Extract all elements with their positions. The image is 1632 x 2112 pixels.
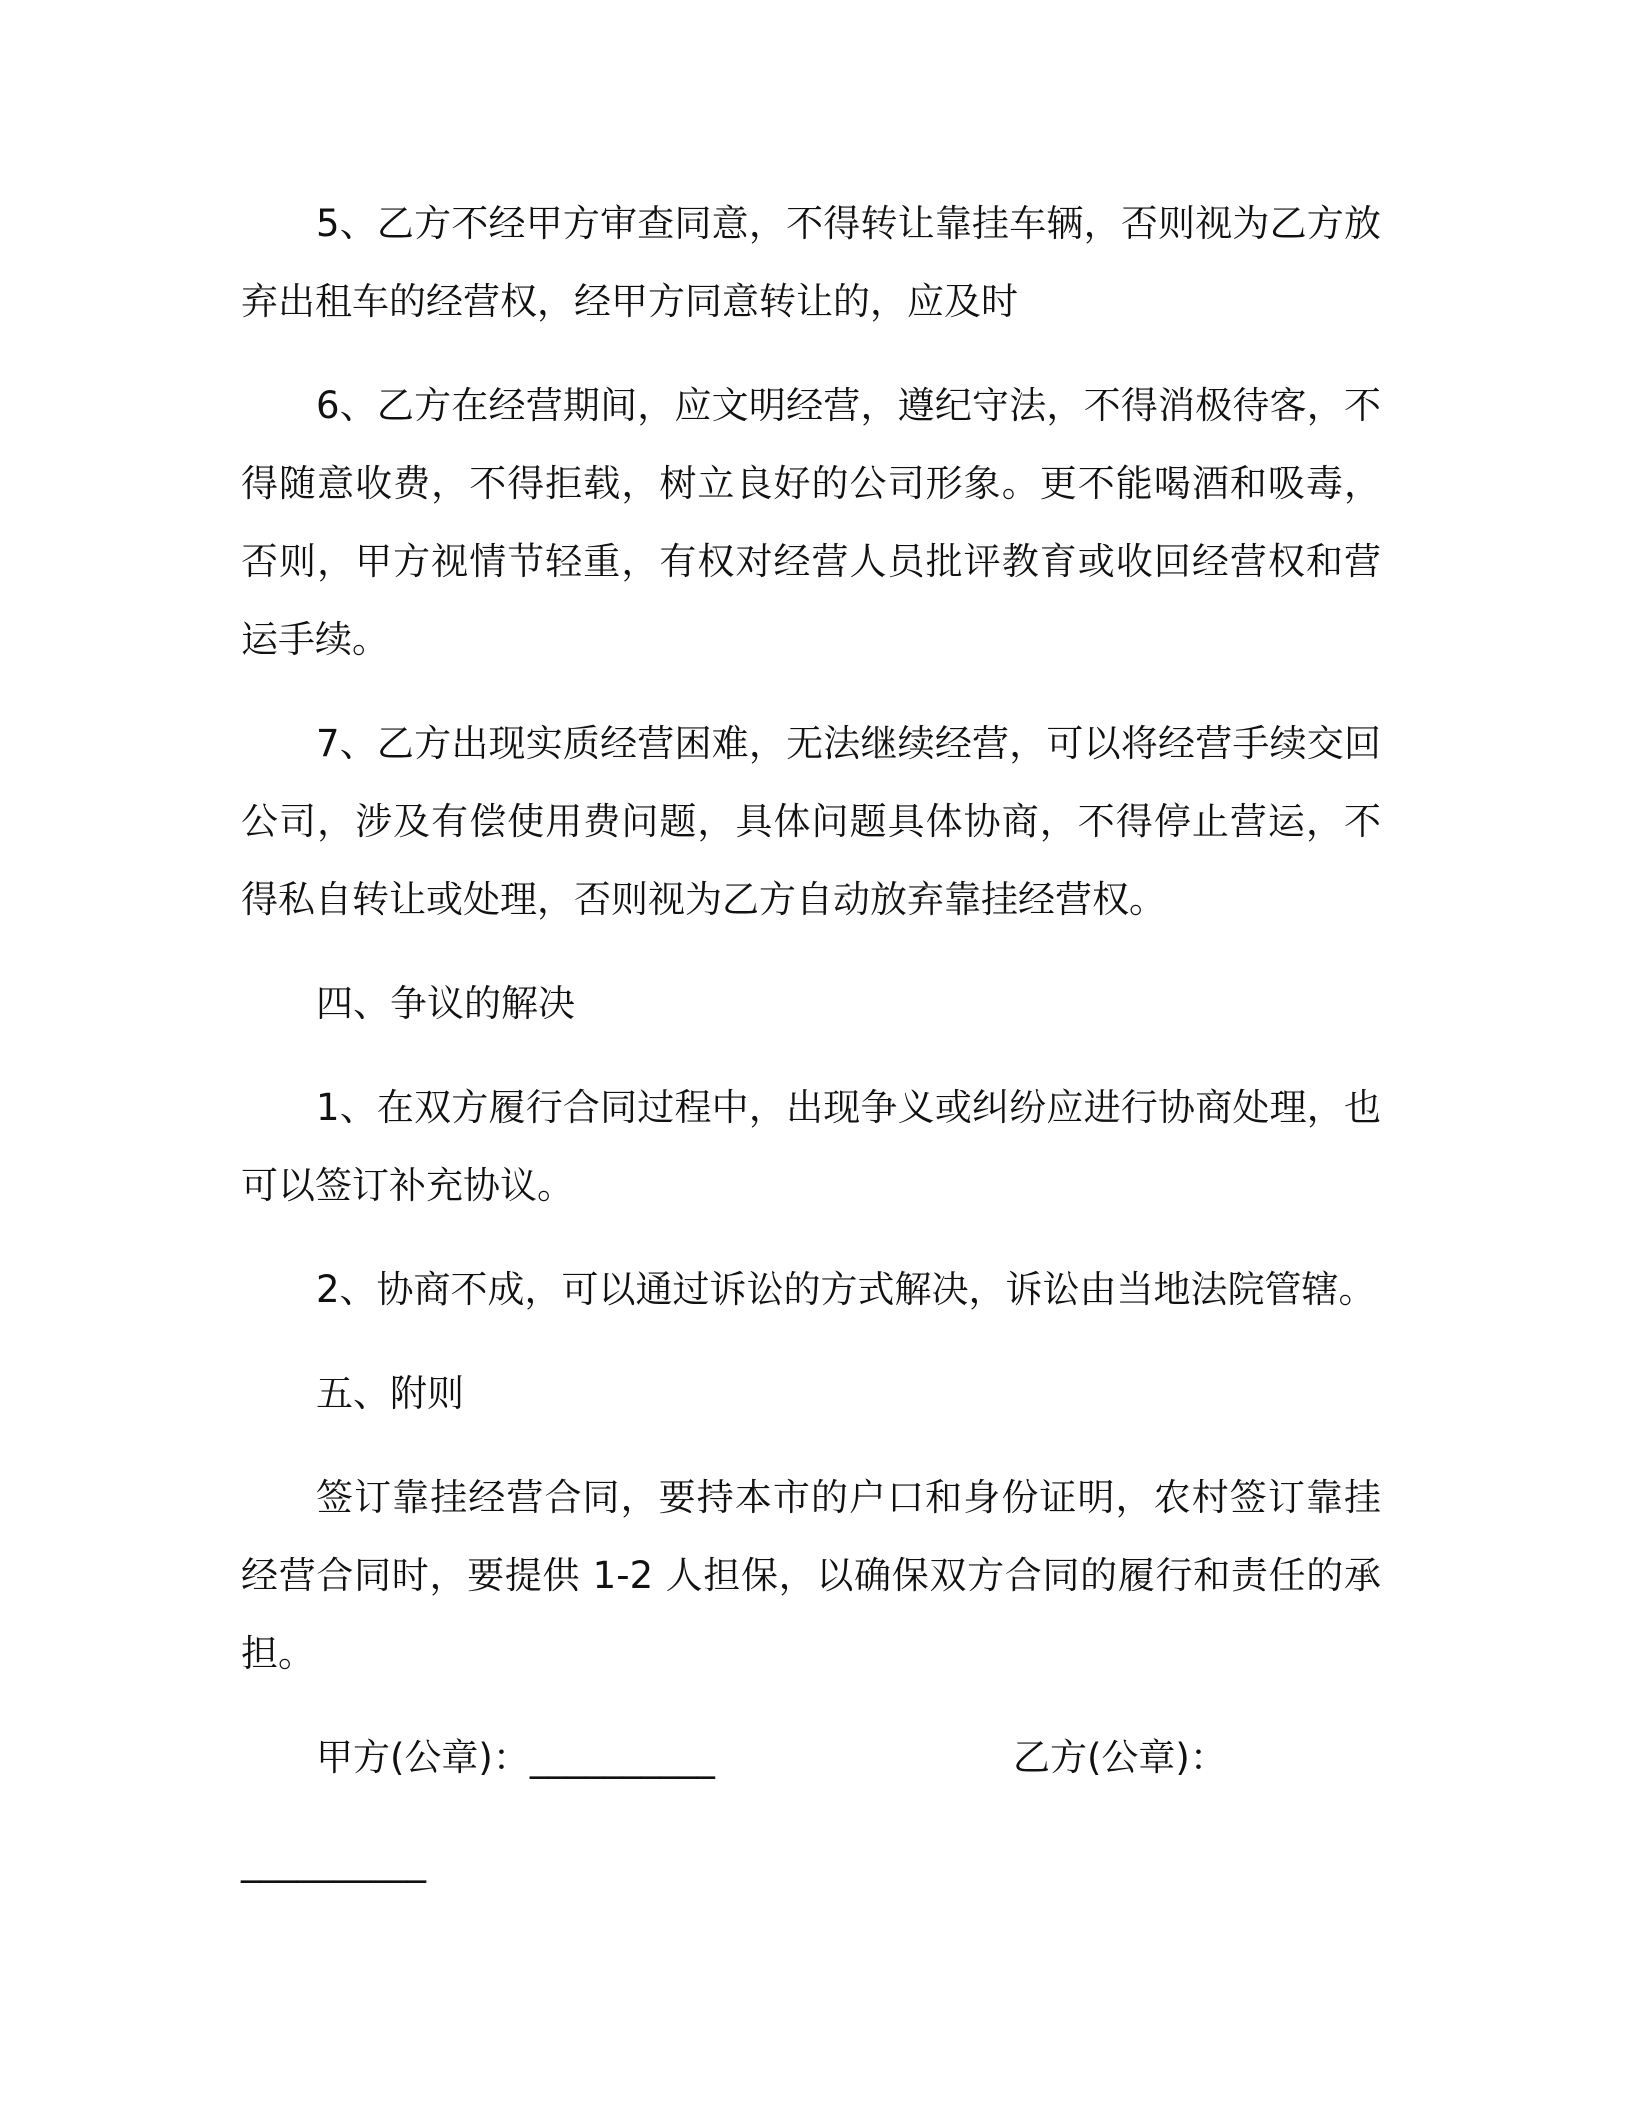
section-5-heading: 五、附则	[316, 1372, 464, 1415]
section-4-item-1: 1、在双方履行合同过程中，出现争义或纠纷应进行协商处理，也可以签订补充协议。	[241, 1086, 1381, 1207]
party-b-seal-field: 乙方(公章)：	[1013, 1736, 1227, 1779]
section-4-heading: 四、争议的解决	[316, 982, 575, 1025]
clause-5: 5、乙方不经甲方审查同意，不得转让靠挂车辆，否则视为乙方放弃出租车的经营权，经甲方同意转让的，应及时	[241, 202, 1381, 323]
signature-row	[241, 1719, 1381, 1797]
party-a-seal-field: 甲方(公章)：__________	[316, 1736, 715, 1779]
clause-7: 7、乙方出现实质经营困难，无法继续经营，可以将经营手续交回公司，涉及有偿使用费问题，具体问题具体协商，不得停止营运，不得私自转让或处理，否则视为乙方自动放弃靠挂经营权。	[241, 722, 1381, 921]
party-b-seal-line: __________	[241, 1840, 426, 1883]
clause-6: 6、乙方在经营期间，应文明经营，遵纪守法，不得消极待客，不得随意收费，不得拒载，树立良好的公司形象。更不能喝酒和吸毒，否则，甲方视情节轻重，有权对经营人员批评教育或收回经营权和营运手续。	[241, 384, 1381, 661]
section-4-item-2: 2、协商不成，可以通过诉讼的方式解决，诉讼由当地法院管辖。	[316, 1268, 1376, 1311]
document-body	[241, 185, 1381, 1901]
section-5-text: 签订靠挂经营合同，要持本市的户口和身份证明，农村签订靠挂经营合同时，要提供 1-2 人担保，以确保双方合同的履行和责任的承担。	[241, 1476, 1381, 1675]
